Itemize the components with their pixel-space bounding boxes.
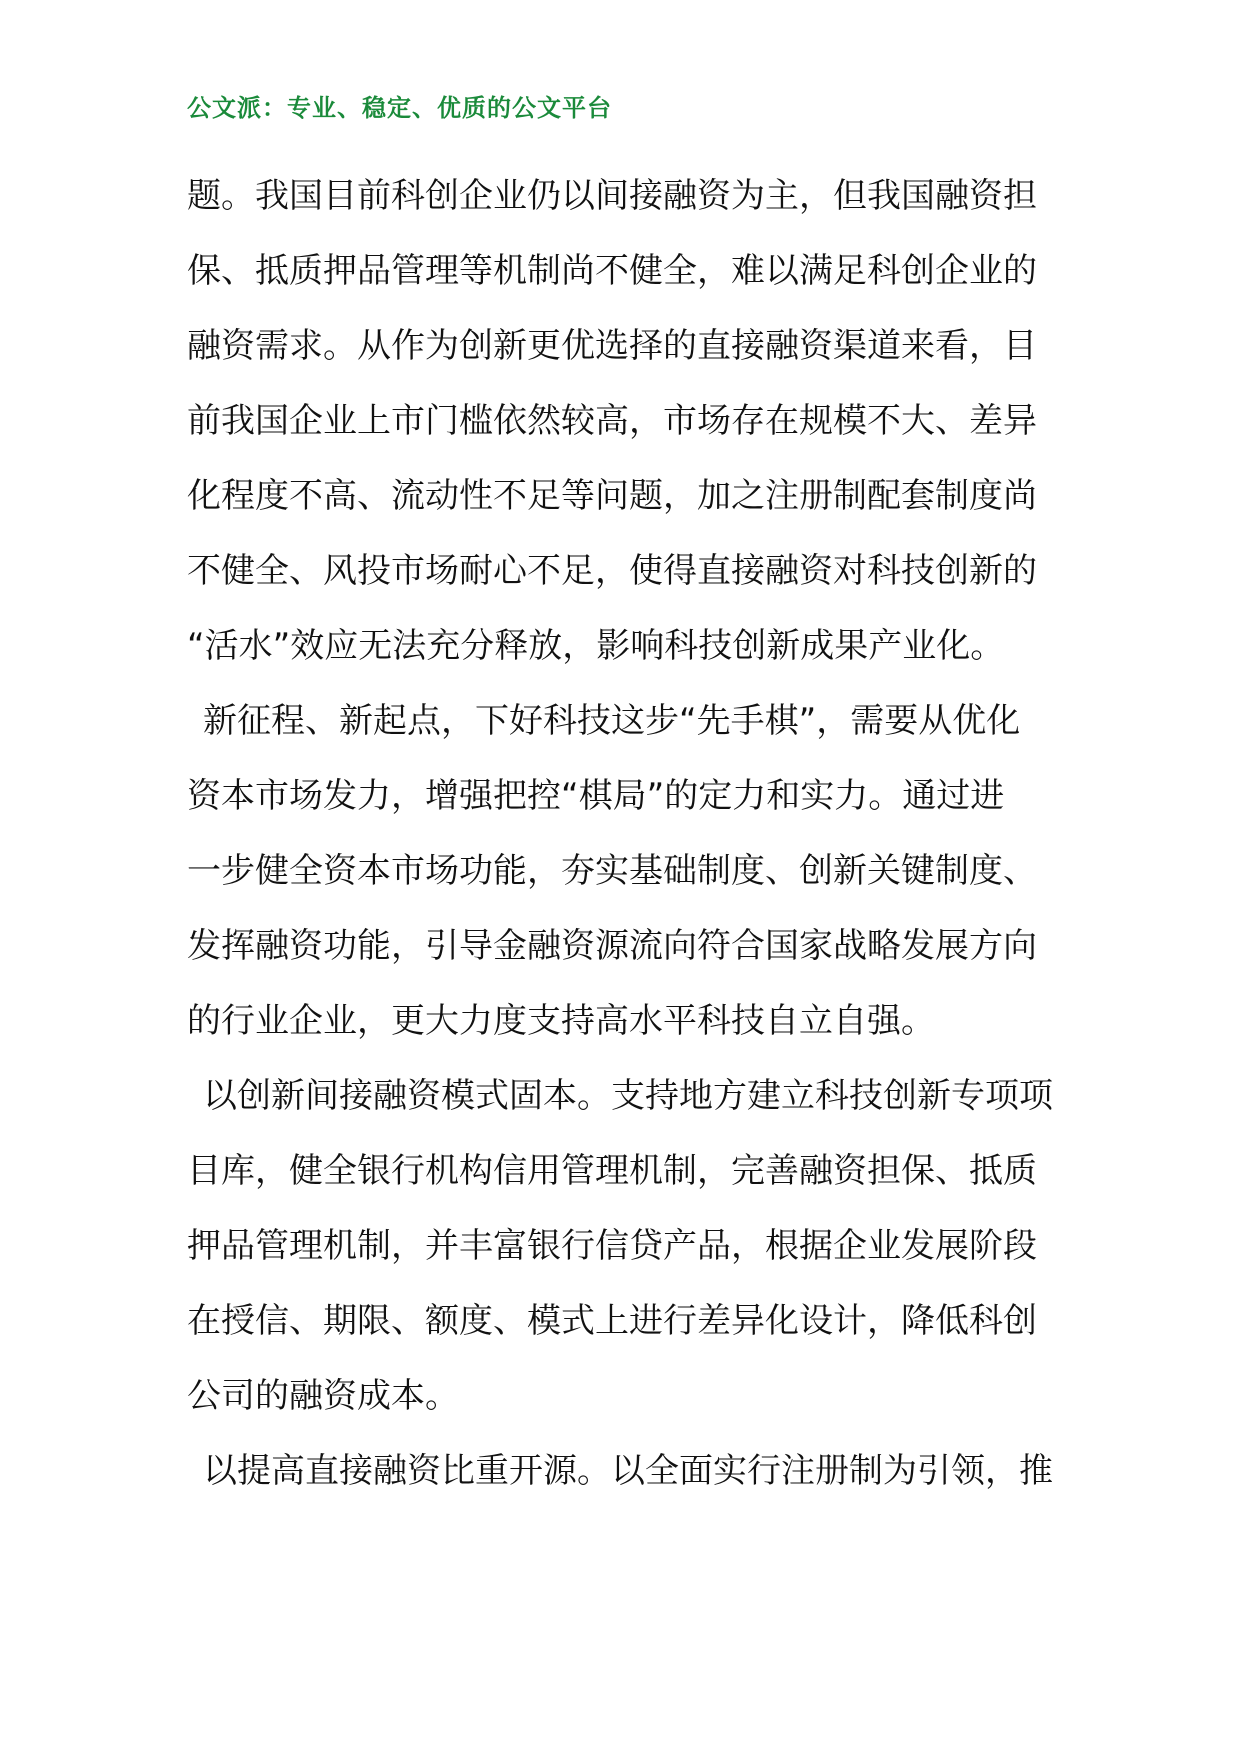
- text-line: 化程度不高、流动性不足等问题，加之注册制配套制度尚: [187, 476, 1037, 516]
- paragraph-start-line: 以提高直接融资比重开源。以全面实行注册制为引领，推: [203, 1451, 1053, 1491]
- text-line: 不健全、风投市场耐心不足，使得直接融资对科技创新的: [187, 551, 1037, 591]
- text-line: 目库，健全银行机构信用管理机制，完善融资担保、抵质: [187, 1151, 1037, 1191]
- text-line: 在授信、期限、额度、模式上进行差异化设计，降低科创: [187, 1301, 1037, 1341]
- text-line: 保、抵质押品管理等机制尚不健全，难以满足科创企业的: [187, 251, 1037, 291]
- text-line: 一步健全资本市场功能，夯实基础制度、创新关键制度、: [187, 851, 1037, 891]
- text-line: 发挥融资功能，引导金融资源流向符合国家战略发展方向: [187, 926, 1037, 966]
- text-line: 融资需求。从作为创新更优选择的直接融资渠道来看，目: [187, 326, 1037, 366]
- paragraph-start-line: 新征程、新起点，下好科技这步“先手棋”，需要从优化: [203, 701, 1021, 741]
- text-line: 资本市场发力，增强把控“棋局”的定力和实力。通过进: [187, 776, 1005, 816]
- text-line: 公司的融资成本。: [187, 1376, 459, 1416]
- text-line: 的行业企业，更大力度支持高水平科技自立自强。: [187, 1001, 935, 1041]
- text-line: 前我国企业上市门槛依然较高，市场存在规模不大、差异: [187, 401, 1037, 441]
- paragraph-start-line: 以创新间接融资模式固本。支持地方建立科技创新专项项: [203, 1076, 1053, 1116]
- document-body: [187, 166, 1057, 1516]
- text-line: 押品管理机制，并丰富银行信贷产品，根据企业发展阶段: [187, 1226, 1037, 1266]
- page-header-title: 公文派：专业、稳定、优质的公文平台: [187, 94, 612, 122]
- text-line: “活水”效应无法充分释放，影响科技创新成果产业化。: [187, 626, 1005, 666]
- text-line: 题。我国目前科创企业仍以间接融资为主，但我国融资担: [187, 176, 1037, 216]
